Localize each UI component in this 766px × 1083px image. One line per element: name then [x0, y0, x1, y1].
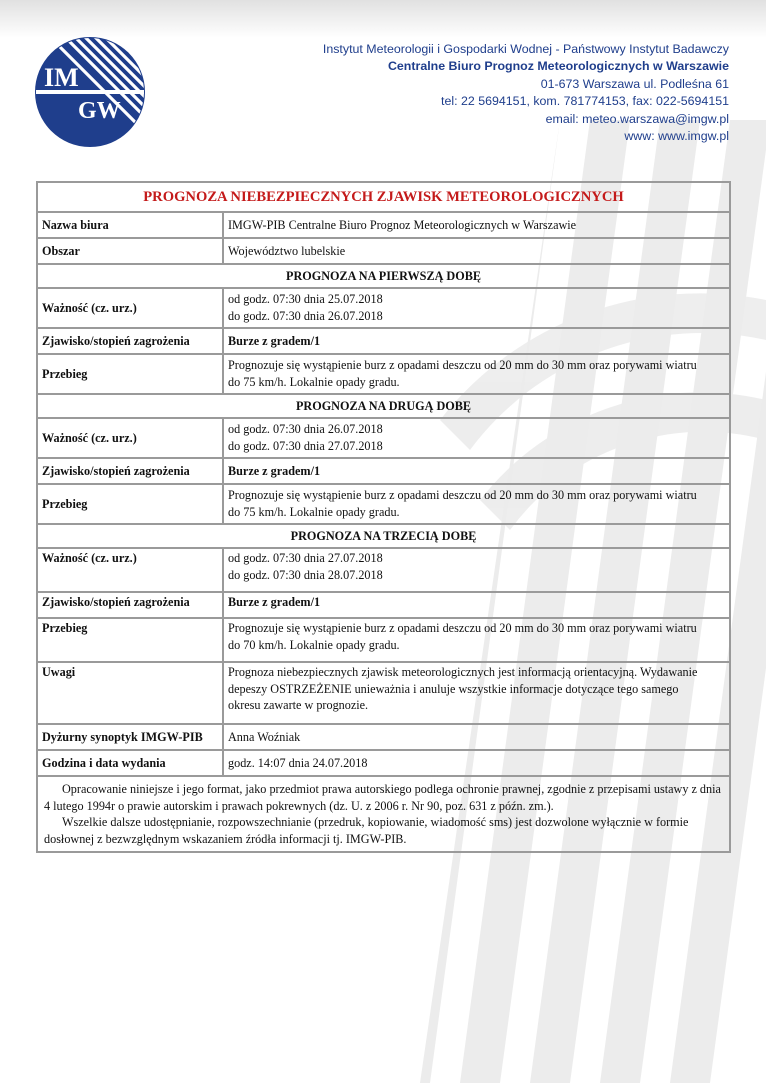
area-value: Województwo lubelskie — [223, 238, 730, 264]
area-label: Obszar — [37, 238, 223, 264]
day2-course-row — [37, 484, 730, 524]
logo-text-bottom: GW — [78, 98, 121, 124]
day1-phenomenon-row — [37, 328, 730, 354]
day1-validity-label: Ważność (cz. urz.) — [37, 288, 223, 328]
issued-label: Godzina i data wydania — [37, 750, 223, 776]
day2-validity-row — [37, 418, 730, 458]
office-value: IMGW-PIB Centralne Biuro Prognoz Meteorologicznych w Warszawie — [223, 212, 730, 238]
day1-valid-to: do godz. 07:30 dnia 26.07.2018 — [228, 309, 383, 323]
issued-row — [37, 750, 730, 776]
day3-validity-label: Ważność (cz. urz.) — [37, 548, 223, 592]
day1-validity-value — [223, 288, 730, 328]
day3-phenomenon-value: Burze z gradem/1 — [223, 592, 730, 618]
office-name: Centralne Biuro Prognoz Meteorologicznych w Warszawie — [387, 59, 729, 74]
remarks-line2: depeszy OSTRZEŻENIE unieważnia i anuluje wszystkie informacje dotyczące tego samego — [228, 681, 679, 696]
day3-phenomenon-label: Zjawisko/stopień zagrożenia — [37, 592, 223, 618]
day2-course-line1: Prognozuje się wystąpienie burz z opadami deszczu od 20 mm do 30 mm oraz porywami wiatru — [228, 488, 697, 503]
remarks-value — [223, 662, 730, 724]
office-email[interactable]: email: meteo.warszawa@imgw.pl — [545, 111, 729, 126]
day1-course-row — [37, 354, 730, 394]
remarks-label: Uwagi — [37, 662, 223, 724]
remarks-line3: okresu zawarte w prognozie. — [228, 698, 369, 713]
day1-course-line2: do 75 km/h. Lokalnie opady gradu. — [228, 375, 400, 389]
day1-course-label: Przebieg — [37, 354, 223, 394]
office-address: 01-673 Warszawa ul. Podleśna 61 — [540, 76, 729, 91]
day1-heading-row — [37, 264, 730, 288]
document-title: PROGNOZA NIEBEZPIECZNYCH ZJAWISK METEOROLOGICZNYCH — [37, 182, 730, 212]
day3-phenomenon-row — [37, 592, 730, 618]
day1-phenomenon-label: Zjawisko/stopień zagrożenia — [37, 328, 223, 354]
day2-heading: PROGNOZA NA DRUGĄ DOBĘ — [37, 394, 730, 418]
day2-validity-label: Ważność (cz. urz.) — [37, 418, 223, 458]
day1-course-value — [223, 354, 730, 394]
day3-course-value — [223, 618, 730, 662]
day1-heading: PROGNOZA NA PIERWSZĄ DOBĘ — [37, 264, 730, 288]
day2-phenomenon-label: Zjawisko/stopień zagrożenia — [37, 458, 223, 484]
office-www[interactable]: www: www.imgw.pl — [624, 129, 729, 144]
forecast-table — [36, 181, 731, 853]
day2-phenomenon-value: Burze z gradem/1 — [223, 458, 730, 484]
day2-course-label: Przebieg — [37, 484, 223, 524]
title-row — [37, 182, 730, 212]
remarks-line1: Prognoza niebezpiecznych zjawisk meteorologicznych jest informacją orientacyjną. Wydawanie — [228, 665, 698, 679]
institute-name: Instytut Meteorologii i Gospodarki Wodnej - Państwowy Instytut Badawczy — [322, 42, 729, 56]
day3-course-label: Przebieg — [37, 618, 223, 662]
day3-heading-row — [37, 524, 730, 548]
day2-validity-value — [223, 418, 730, 458]
day3-course-line1: Prognozuje się wystąpienie burz z opadami deszczu od 20 mm do 30 mm oraz porywami wiatru — [228, 621, 697, 635]
area-row — [37, 238, 730, 264]
day2-valid-to: do godz. 07:30 dnia 27.07.2018 — [228, 439, 383, 453]
office-label: Nazwa biura — [37, 212, 223, 238]
logo-text-top: IM — [44, 63, 79, 92]
day1-valid-from: od godz. 07:30 dnia 25.07.2018 — [228, 292, 383, 307]
synoptic-value: Anna Woźniak — [223, 724, 730, 750]
day3-course-line2: do 70 km/h. Lokalnie opady gradu. — [228, 637, 400, 652]
day1-validity-row — [37, 288, 730, 328]
day1-phenomenon-value: Burze z gradem/1 — [223, 328, 730, 354]
remarks-row — [37, 662, 730, 724]
day3-valid-from: od godz. 07:30 dnia 27.07.2018 — [228, 551, 383, 565]
day2-valid-from: od godz. 07:30 dnia 26.07.2018 — [228, 422, 383, 437]
day3-course-row — [37, 618, 730, 662]
office-row — [37, 212, 730, 238]
copyright-note — [37, 776, 730, 852]
issued-value: godz. 14:07 dnia 24.07.2018 — [223, 750, 730, 776]
institute-header — [323, 41, 729, 145]
office-phone: tel: 22 5694151, kom. 781774153, fax: 022-5694151 — [441, 94, 729, 109]
day1-course-line1: Prognozuje się wystąpienie burz z opadami deszczu od 20 mm do 30 mm oraz porywami wiatru — [228, 358, 697, 373]
copyright-paragraph-2: Wszelkie dalsze udostępnianie, rozpowszechnianie (przedruk, kopiowanie, wiadomość sms) jest dozwolone wyłącznie w formie dosłownej z bezwzględnym wskazaniem źródła informacji tj. IMGW-PIB. — [44, 815, 689, 846]
footer-row — [37, 776, 730, 852]
day2-phenomenon-row — [37, 458, 730, 484]
imgw-logo — [34, 36, 146, 148]
day2-course-value — [223, 484, 730, 524]
synoptic-label: Dyżurny synoptyk IMGW-PIB — [37, 724, 223, 750]
copyright-paragraph-1: Opracowanie niniejsze i jego format, jako przedmiot prawa autorskiego podlega ochronie prawnej, zgodnie z przepisami ustawy z dnia 4 lutego 1994r o prawie autorskim i prawach pokrewnych (dz. U. z 2006 r. Nr 90, poz. 631 z późn. zm.). — [44, 782, 721, 813]
day3-heading: PROGNOZA NA TRZECIĄ DOBĘ — [37, 524, 730, 548]
day2-heading-row — [37, 394, 730, 418]
day3-valid-to: do godz. 07:30 dnia 28.07.2018 — [228, 567, 383, 582]
synoptic-row — [37, 724, 730, 750]
day3-validity-value — [223, 548, 730, 592]
day2-course-line2: do 75 km/h. Lokalnie opady gradu. — [228, 505, 400, 519]
day3-validity-row — [37, 548, 730, 592]
